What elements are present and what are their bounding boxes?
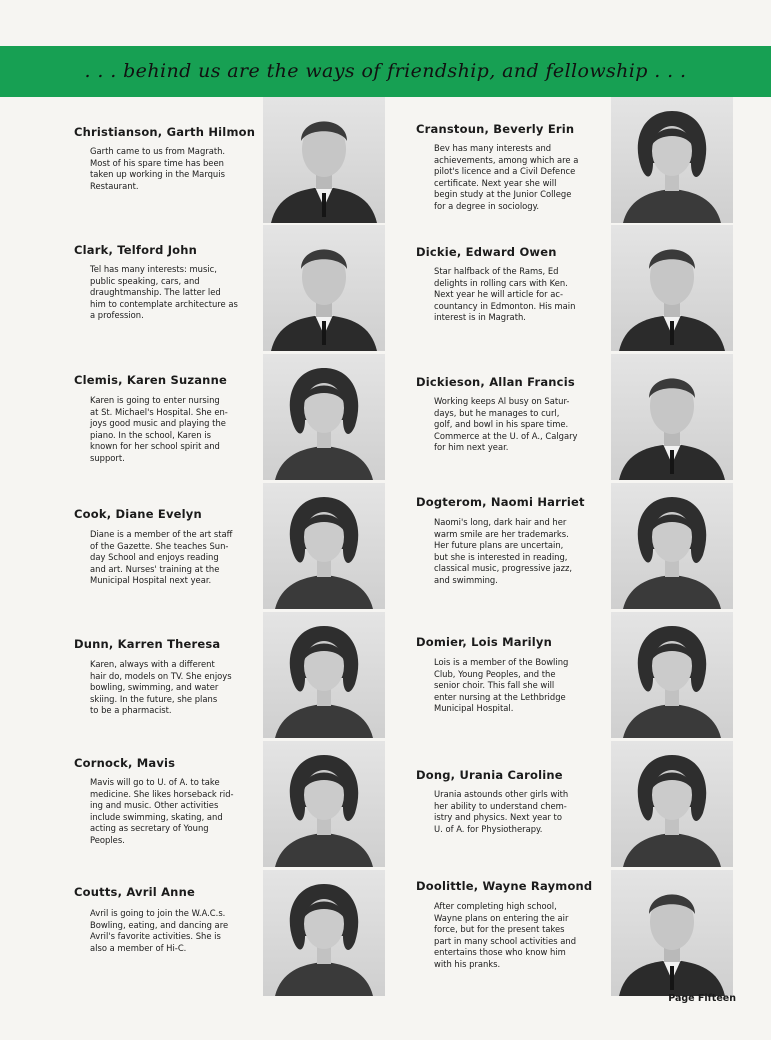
student-photo [263,225,385,351]
student-bio: After completing high school, Wayne plans on entering the air force, but for the present takes part in many school activities and entertains those who know him with his pranks. [434,901,577,969]
student-name: Dunn, Karren Theresa [74,637,221,651]
student-bio: Garth came to us from Magrath. Most of his spare time has been taken up working in the Marquis Restaurant. [90,146,226,191]
student-bio: Karen, always with a different hair do, models on TV. She enjoys bowling, swimming, and water skiing. In the future, she plans to be a pharmacist. [90,659,232,716]
student-name: Doolittle, Wayne Raymond [416,879,593,893]
student-photo [611,870,733,996]
page-number: Page Fifteen [668,993,736,1004]
student-bio: Tel has many interests: music, public speaking, cars, and draughtmanship. The latter led him to contemplate architecture as a profession. [90,264,238,321]
student-name: Dogterom, Naomi Harriet [416,495,585,509]
student-photo [611,483,733,609]
student-photo [263,870,385,996]
student-photo [263,612,385,738]
student-name: Dickie, Edward Owen [416,245,557,259]
student-photo [611,354,733,480]
student-name: Domier, Lois Marilyn [416,635,552,649]
student-bio: Bev has many interests and achievements, among which are a pilot's licence and a Civil Defence certificate. Next year she will begin study at the Junior College for a degree in sociology. [434,143,579,211]
student-photo [263,741,385,867]
student-name: Cranstoun, Beverly Erin [416,122,575,136]
student-name: Christianson, Garth Hilmon [74,125,256,139]
student-photo [611,97,733,223]
student-name: Dickieson, Allan Francis [416,375,575,389]
student-name: Coutts, Avril Anne [74,885,195,899]
student-bio: Lois is a member of the Bowling Club, Young Peoples, and the senior choir. This fall she will enter nursing at the Lethbridge Municipal Hospital. [434,657,569,714]
student-bio: Urania astounds other girls with her ability to understand chem- istry and physics. Next year to U. of A. for Physiotherapy. [434,789,569,834]
student-name: Clemis, Karen Suzanne [74,373,227,387]
student-bio: Diane is a member of the art staff of the Gazette. She teaches Sun- day School and enjoys reading and art. Nurses' training at the Municipal Hospital next year. [90,529,233,586]
student-bio: Karen is going to enter nursing at St. Michael's Hospital. She en- joys good music and playing the piano. In the school, Karen is known for her school spirit and support. [90,395,228,463]
student-name: Cornock, Mavis [74,756,176,770]
student-bio: Working keeps Al busy on Satur- days, but he manages to curl, golf, and bowl in his spare time. Commerce at the U. of A., Calgary for him next year. [434,396,578,453]
student-bio: Naomi's long, dark hair and her warm smile are her trademarks. Her future plans are uncertain, but she is interested in reading, classical music, progressive jazz, and swimming. [434,517,573,585]
student-name: Dong, Urania Caroline [416,768,563,782]
student-bio: Mavis will go to U. of A. to take medicine. She likes horseback rid- ing and music. Other activities include swimming, skating, and acting as secretary of Young Peoples. [90,777,234,845]
banner-text: . . . behind us are the ways of friendship, and fellowship . . . [84,60,687,82]
student-name: Cook, Diane Evelyn [74,507,202,521]
student-photo [611,225,733,351]
student-photo [263,354,385,480]
student-photo [611,612,733,738]
title-banner [0,46,771,97]
student-photo [263,483,385,609]
student-name: Clark, Telford John [74,243,198,257]
student-photo [263,97,385,223]
student-photo [611,741,733,867]
student-bio: Star halfback of the Rams, Ed delights in rolling cars with Ken. Next year he will article for ac- countancy in Edmonton. His main interest is in Magrath. [434,266,576,323]
student-bio: Avril is going to join the W.A.C.s. Bowling, eating, and dancing are Avril's favorite activities. She is also a member of Hi-C. [90,908,229,953]
